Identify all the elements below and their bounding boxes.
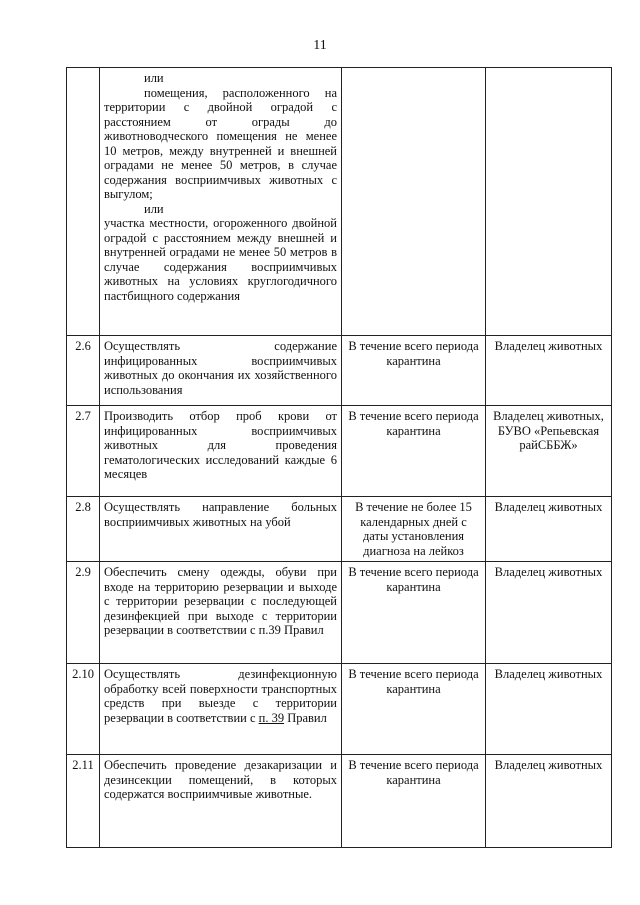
responsible-cell	[486, 68, 612, 336]
row-number-cell	[67, 68, 100, 336]
term-cell	[342, 68, 486, 336]
action-text: Обеспечить смену одежды, обуви при входе на территорию резервации и выходе с территории резервации с последующей дезинфекцией при выходе с территории резервации в соответствии с п.39 Правил	[100, 562, 342, 664]
table-row	[67, 664, 612, 755]
action-text: помещения, расположенного на территории с двойной оградой с расстоянием от ограды до животноводческого помещения не менее 10 метров, между внутренней и внешней оградами не менее 50 метров, в случае содержания восприимчивых животных с выгулом;	[104, 85, 337, 201]
quarantine-measures-table	[66, 67, 612, 848]
table-row	[67, 497, 612, 562]
or-text: или	[144, 71, 164, 85]
or-text: или	[144, 201, 164, 216]
action-cell	[100, 68, 342, 336]
term-text: В течение всего периода карантина	[342, 562, 486, 664]
responsible-text: Владелец животных	[486, 497, 612, 562]
term-text: В течение не более 15 календарных дней с даты установления диагноза на лейкоз	[342, 497, 486, 562]
responsible-text: Владелец животных, БУВО «Репьевская райСББЖ»	[486, 406, 612, 497]
term-text: В течение всего периода карантина	[342, 406, 486, 497]
responsible-text: Владелец животных	[486, 664, 612, 755]
term-text: В течение всего периода карантина	[342, 755, 486, 848]
row-number: 2.8	[67, 497, 100, 562]
responsible-text: Владелец животных	[486, 755, 612, 848]
term-text: В течение всего периода карантина	[342, 336, 486, 406]
table-row	[67, 562, 612, 664]
row-number: 2.7	[67, 406, 100, 497]
table-row	[67, 755, 612, 848]
row-number: 2.11	[67, 755, 100, 848]
action-text: участка местности, огороженного двойной оградой с расстоянием между внешней и внутренней оградами не менее 50 метров в случае содержания восприимчивых животных на условиях круглогодичного пастбищного содержания	[104, 216, 337, 303]
responsible-text: Владелец животных	[486, 562, 612, 664]
table-row	[67, 406, 612, 497]
row-number: 2.9	[67, 562, 100, 664]
action-text: Обеспечить проведение дезакаризации и дезинсекции помещений, в которых содержатся восприимчивые животные.	[100, 755, 342, 848]
term-text: В течение всего периода карантина	[342, 664, 486, 755]
page-number: 11	[313, 38, 327, 53]
responsible-text: Владелец животных	[486, 336, 612, 406]
action-text-end: Правил	[284, 710, 327, 725]
table-row	[67, 336, 612, 406]
rule-link[interactable]: п. 39	[258, 710, 285, 725]
row-number: 2.6	[67, 336, 100, 406]
action-text: Производить отбор проб крови от инфицированных восприимчивых животных для проведения гематологических исследований каждые 6 месяцев	[100, 406, 342, 497]
action-text: Осуществлять дезинфекционную обработку всей поверхности транспортных средств при выезде с территории резервации в соответствии с	[104, 667, 337, 725]
action-cell	[100, 664, 342, 755]
action-text: Осуществлять содержание инфицированных восприимчивых животных до окончания их хозяйственного использования	[100, 336, 342, 406]
table-row	[67, 68, 612, 336]
action-text: Осуществлять направление больных восприимчивых животных на убой	[100, 497, 342, 562]
row-number: 2.10	[67, 664, 100, 755]
